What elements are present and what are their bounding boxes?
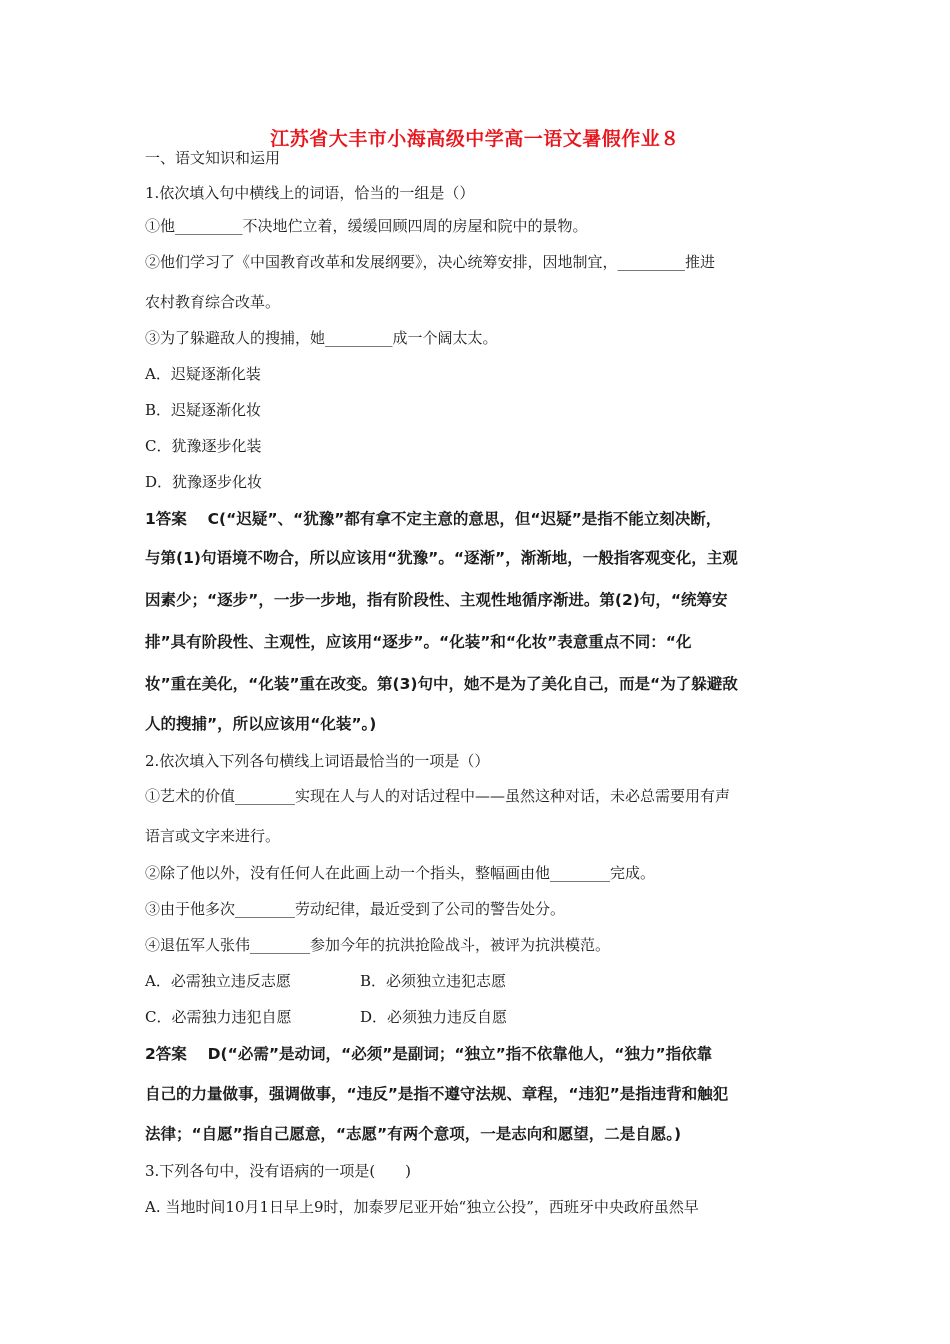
q2-item2: ②除了他以外，没有任何人在此画上动一个指头，整幅画由他________完成。 <box>145 864 656 882</box>
q1-option-a: A．迟疑逐渐化装 <box>145 365 261 383</box>
q1-option-d: D．犹豫逐步化妆 <box>145 473 263 491</box>
q1-answer-line: 妆”重在美化，“化装”重在改变。第(3)句中，她不是为了美化自己，而是“为了躲避敌 <box>145 675 738 693</box>
q2-option-b: B．必须独立违犯志愿 <box>360 972 507 990</box>
q1-answer-line: 因素少；“逐步”，一步一步地，指有阶段性、主观性地循序渐进。第(2)句，“统筹安 <box>145 591 728 609</box>
section-heading: 一、语文知识和运用 <box>145 149 281 167</box>
q2-answer-line: 2答案 D(“必需”是动词，“必须”是副词；“独立”指不依靠他人，“独力”指依靠 <box>145 1045 713 1063</box>
q2-option-c: C．必需独力违犯自愿 <box>145 1008 292 1026</box>
q2-option-d: D．必须独力违反自愿 <box>360 1008 508 1026</box>
q2-answer-line: 自己的力量做事，强调做事，“违反”是指不遵守法规、章程，“违犯”是指违背和触犯 <box>145 1085 729 1103</box>
document-title: 江苏省大丰市小海高级中学高一语文暑假作业８ <box>270 128 680 150</box>
q1-option-b: B．迟疑逐渐化妆 <box>145 401 262 419</box>
q1-answer-line: 人的搜捕”，所以应该用“化装”。) <box>145 715 377 733</box>
q2-stem: 2.依次填入下列各句横线上词语最恰当的一项是（） <box>145 752 490 770</box>
q2-item3: ③由于他多次________劳动纪律，最近受到了公司的警告处分。 <box>145 900 566 918</box>
q1-item3: ③为了躲避敌人的搜捕，她_________成一个阔太太。 <box>145 329 498 347</box>
q1-item1: ①他_________不决地伫立着，缓缓回顾四周的房屋和院中的景物。 <box>145 217 588 235</box>
q2-item1-line1: ①艺术的价值________实现在人与人的对话过程中——虽然这种对话，未必总需要用有声 <box>145 787 731 805</box>
q1-stem: 1.依次填入句中横线上的词语，恰当的一组是（） <box>145 184 475 202</box>
q3-option-a: A. 当地时间10月1日早上9时，加泰罗尼亚开始“独立公投”，西班牙中央政府虽然早 <box>145 1198 699 1216</box>
q1-answer-line: 与第(1)句语境不吻合，所以应该用“犹豫”。“逐渐”，渐渐地，一般指客观变化，主观 <box>145 549 738 567</box>
q3-stem: 3.下列各句中，没有语病的一项是( ) <box>145 1162 412 1180</box>
q2-answer-line: 法律；“自愿”指自己愿意，“志愿”有两个意项，一是志向和愿望，二是自愿。) <box>145 1125 682 1143</box>
q1-answer-line: 排”具有阶段性、主观性，应该用“逐步”。“化装”和“化妆”表意重点不同：“化 <box>145 633 692 651</box>
q1-answer-line: 1答案 C(“迟疑”、“犹豫”都有拿不定主意的意思，但“迟疑”是指不能立刻决断， <box>145 510 722 528</box>
q2-item4: ④退伍军人张伟________参加今年的抗洪抢险战斗，被评为抗洪模范。 <box>145 936 611 954</box>
q1-item2-line2: 农村教育综合改革。 <box>145 293 281 311</box>
q1-option-c: C．犹豫逐步化装 <box>145 437 262 455</box>
q1-item2-line1: ②他们学习了《中国教育改革和发展纲要》，决心统筹安排，因地制宜，_________推进 <box>145 253 716 271</box>
q2-option-a: A．必需独立违反志愿 <box>145 972 291 990</box>
q2-item1-line2: 语言或文字来进行。 <box>145 827 281 845</box>
